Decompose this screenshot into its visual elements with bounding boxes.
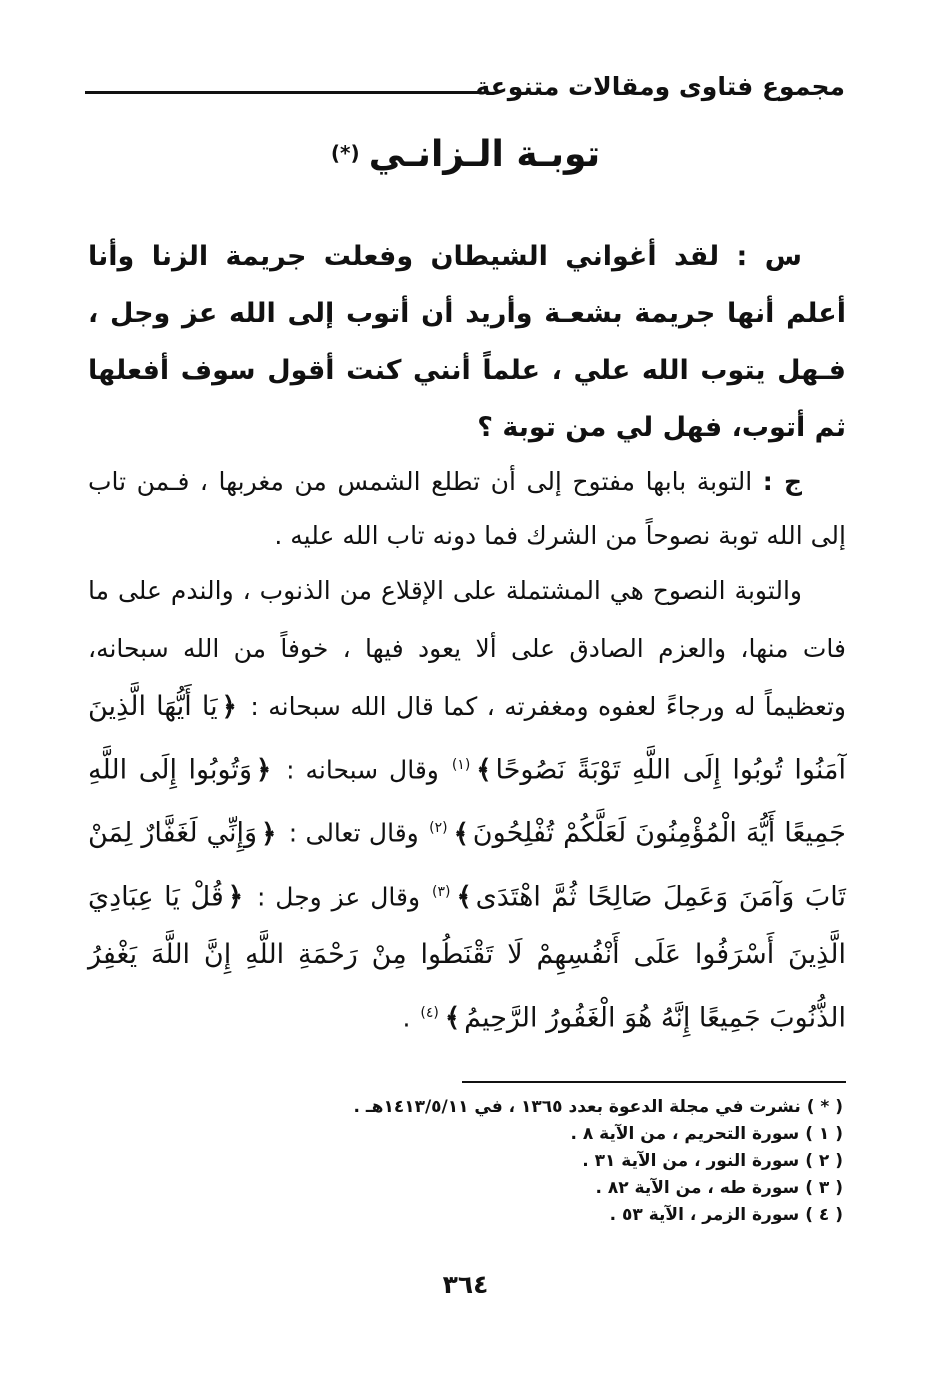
quran-verse-3: وَإِنِّي لَغَفَّارٌ لِمَنْ تَابَ وَآمَنَ وَعَمِلَ صَالِحًا ثُمَّ اهْتَدَى	[88, 817, 846, 912]
question-paragraph	[88, 228, 846, 456]
footnote-number: ( ٣ )	[805, 1178, 843, 1198]
footnote-rule	[462, 1081, 846, 1083]
footnote-text: سورة الزمر ، الآية ٥٣ .	[609, 1205, 800, 1225]
connector-1: وقال سبحانه :	[286, 755, 439, 785]
ornate-bracket-close: ﴾	[444, 1003, 461, 1034]
quran-verse-1: يَا أَيُّهَا الَّذِينَ آمَنُوا تُوبُوا إِلَى اللَّهِ تَوْبَةً نَصُوحًا	[88, 691, 846, 786]
answer-paragraph	[88, 455, 846, 563]
quran-verse-4: قُلْ يَا عِبَادِيَ الَّذِينَ أَسْرَفُوا عَلَى أَنْفُسِهِمْ لَا تَقْنَطُوا مِنْ رَحْمَةِ اللَّهِ إِنَّ اللَّهَ يَغْفِرُ الذُّنُوبَ جَمِيعًا إِنَّهُ هُوَ الْغَفُورُ الرَّحِيمُ	[88, 880, 846, 1034]
article-heading	[0, 130, 931, 180]
footnote-text: سورة طه ، من الآية ٨٢ .	[595, 1178, 800, 1198]
question-text: لقد أغواني الشيطان وفعلت جريمة الزنا وأنا أعلم أنها جريمة بشعـة وأريد أن أتوب إلى الله عز وجل ، فـهل يتوب الله علي ، علماً أنني كنت أقول سوف أفعلها ثم أتوب، فهل لي من توبة ؟	[88, 241, 846, 443]
ornate-bracket-close: ﴾	[476, 755, 492, 786]
footnotes	[283, 1094, 843, 1229]
footnote-ref-4: (٤)	[420, 1004, 439, 1021]
page-number: ٣٦٤	[442, 1270, 489, 1299]
footnote-item	[283, 1202, 843, 1229]
book-title: مجموع فتاوى ومقالات متنوعة	[475, 72, 845, 101]
footnote-text: سورة التحريم ، من الآية ٨ .	[570, 1124, 800, 1144]
title-footnote-mark: (*)	[330, 140, 360, 165]
ornate-bracket-close: ﴾	[453, 818, 469, 849]
ornate-bracket-open: ﴿	[255, 755, 272, 786]
footnote-number: ( * )	[806, 1097, 843, 1117]
article-title: توبـة الـزانـي	[368, 134, 601, 175]
connector-2: وقال تعالى :	[288, 818, 419, 848]
footnote-number: ( ١ )	[805, 1124, 843, 1144]
footnote-item	[283, 1094, 843, 1121]
paragraph-end: .	[402, 1003, 411, 1033]
footnote-text: نشرت في مجلة الدعوة بعدد ١٣٦٥ ، في ١٤١٣/٥/١١هـ .	[353, 1097, 801, 1117]
question-label: س :	[736, 241, 802, 272]
answer-label: ج :	[762, 467, 802, 496]
connector-3: وقال عز وجل :	[256, 881, 421, 911]
footnote-ref-2: (٢)	[429, 820, 448, 837]
answer-text: التوبة بابها مفتوح إلى أن تطلع الشمس من مغربها ، فـمن تاب إلى الله توبة نصوحاً من الشرك فما دونه تاب الله عليه .	[88, 467, 846, 550]
body-paragraph	[88, 562, 846, 1047]
footnote-ref-3: (٣)	[431, 883, 451, 900]
header-rule	[85, 91, 480, 94]
paragraph-intro: والتوبة النصوح هي المشتملة على الإقلاع من الذنوب ، والندم على ما فات منها، والعزم الصادق على ألا يعود فيها ، خوفاً من الله سبحانه، وتعظيماً له ورجاءً لعفوه ومغفرته ، كما قال الله سبحانه :	[88, 576, 847, 721]
ornate-bracket-open: ﴿	[227, 881, 244, 912]
footnote-text: سورة النور ، من الآية ٣١ .	[582, 1151, 800, 1171]
footnote-item	[283, 1121, 843, 1148]
footnote-number: ( ٤ )	[805, 1205, 843, 1225]
ornate-bracket-close: ﴾	[456, 881, 472, 912]
footnote-item	[283, 1148, 843, 1175]
running-header	[85, 72, 845, 102]
ornate-bracket-open: ﴿	[221, 692, 237, 722]
footnote-item	[283, 1175, 843, 1202]
ornate-bracket-open: ﴿	[261, 818, 277, 849]
quran-verse-2: وَتُوبُوا إِلَى اللَّهِ جَمِيعًا أَيُّهَ الْمُؤْمِنُونَ لَعَلَّكُمْ تُفْلِحُونَ	[88, 754, 846, 849]
footnote-number: ( ٢ )	[805, 1151, 843, 1171]
footnote-ref-1: (١)	[451, 757, 471, 773]
